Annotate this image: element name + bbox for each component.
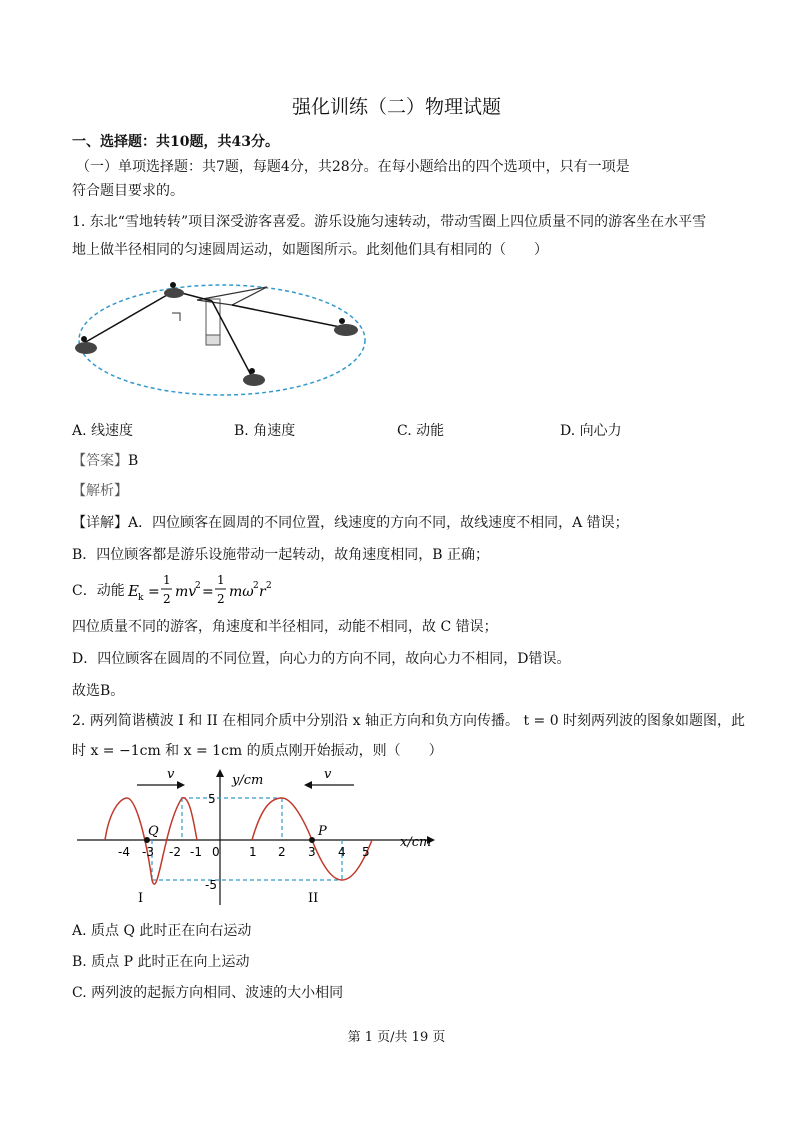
q2-option-b: B. 质点 P 此时正在向上运动 [72,954,250,970]
tick-y-minus5: -5 [205,878,217,892]
tick-x-0: 0 [212,845,220,859]
q1-option-a: A. 线速度 [72,423,134,439]
circular-path [79,285,365,395]
tick-x-4: 4 [338,845,346,859]
rider-4-icon [334,318,358,336]
svg-text:2: 2 [195,581,201,591]
tick-x-minus2: -2 [169,845,181,859]
q1-answer-row [72,452,138,470]
detail-a-text: A．四位顾客在圆周的不同位置，线速度的方向不同，故线速度不相同，A 错误； [128,515,629,531]
q1-detail-a [72,514,629,532]
answer-tag: 【答案】 [72,453,128,469]
tick-x-3: 3 [308,845,316,859]
svg-text:1: 1 [217,573,225,587]
wave-2-label: II [308,891,319,906]
svg-text:k: k [138,593,144,603]
wave-1-label: I [138,891,144,906]
svg-text:2: 2 [217,592,225,606]
svg-text:mω: mω [229,584,254,600]
answer-value: B [128,453,139,469]
wave-1-curve [105,798,197,884]
q1-stem-line1: 1. 东北“雪地转转”项目深受游客喜爱。游乐设施匀速转动，带动雪圈上四位质量不同的游客坐在水平雪 [72,214,707,230]
q1-option-c: C. 动能 [397,423,445,439]
q2-option-c: C. 两列波的起振方向相同、波速的大小相同 [72,985,344,1001]
y-axis-label: y/cm [232,773,264,788]
q1-detail-d: D．四位顾客在圆周的不同位置，向心力的方向不同，故向心力不相同，D错误。 [72,651,571,667]
tick-x-5: 5 [362,845,370,859]
section-subheading: （一）单项选择题：共7题，每题4分，共28分。在每小题给出的四个选项中，只有一项是 [76,159,630,175]
tick-x-minus4: -4 [118,845,130,859]
q1-conclusion: 故选B。 [72,683,125,699]
rider-2-icon [75,336,97,354]
q1-figure-merry-go-round [72,275,372,405]
svg-text:2: 2 [163,592,171,606]
svg-text:=: = [202,584,214,600]
svg-text:2: 2 [253,581,259,591]
point-p-marker [309,837,315,843]
tick-x-2: 2 [278,845,286,859]
page-footer: 第 1 页/共 19 页 [347,1030,446,1045]
page-title: 强化训练（二）物理试题 [291,96,501,118]
section-subheading-cont: 符合题目要求的。 [72,183,184,199]
q2-option-a: A. 质点 Q 此时正在向右运动 [72,923,252,939]
svg-text:mv: mv [175,584,197,600]
rotor-arm [197,287,267,305]
tick-x-minus3: -3 [142,845,154,859]
svg-text:2: 2 [266,581,272,591]
analysis-tag: 【解析】 [72,483,128,499]
point-p-label: P [318,824,327,839]
svg-text:E: E [128,582,139,600]
svg-text:=: = [148,584,160,600]
q1-stem-line2: 地上做半径相同的匀速圆周运动，如题图所示。此刻他们具有相同的（ ） [72,242,548,258]
x-axis-label: x/cm [400,835,432,850]
svg-text:r: r [259,584,266,600]
pole-base [206,335,220,345]
kinetic-energy-formula [126,570,276,610]
q1-detail-c-cont: 四位质量不同的游客，角速度和半径相同，动能不相同，故 C 错误； [72,619,498,635]
q1-detail-c [72,582,125,600]
q1-detail-b: B．四位顾客都是游乐设施带动一起转动，故角速度相同，B 正确； [72,547,490,563]
tick-y-5: 5 [208,792,216,806]
rider-1-icon [164,282,184,298]
point-q-label: Q [148,824,159,839]
q1-option-b: B. 角速度 [234,423,296,439]
q2-figure-wave-graph [72,765,442,910]
detail-c-prefix: C．动能 [72,583,125,599]
v-label-wave-1: v [167,767,175,782]
tick-x-minus1: -1 [190,845,202,859]
svg-text:1: 1 [163,573,171,587]
q1-option-d: D. 向心力 [560,423,622,439]
section-heading: 一、选择题：共10题，共43分。 [72,134,279,150]
detail-tag: 【详解】 [72,515,128,531]
q2-stem-line2: 时 x = −1cm 和 x = 1cm 的质点刚开始振动，则（ ） [72,743,443,759]
rider-3-icon [243,368,265,386]
central-pole [206,299,220,339]
v-label-wave-2: v [324,767,332,782]
tick-x-1: 1 [249,845,257,859]
q2-stem-line1: 2. 两列简谐横波 I 和 II 在相同介质中分别沿 x 轴正方向和负方向传播。 t = 0 时刻两列波的图象如题图，此 [72,713,746,729]
